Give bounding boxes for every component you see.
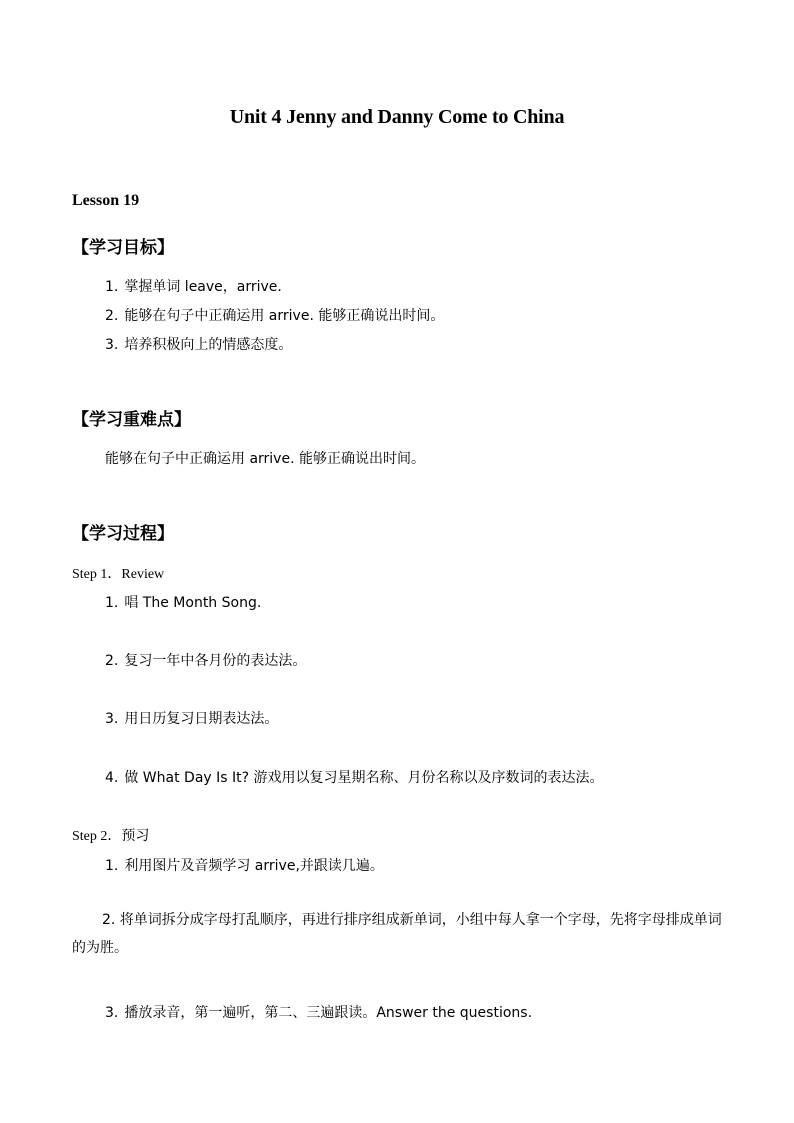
step2-item <box>105 1002 532 1022</box>
step1-item-number: 3. <box>105 711 119 727</box>
step1-item-text: 做 What Day Is It? 游戏用以复习星期名称、月份名称以及序数词的表达法。 <box>124 770 604 786</box>
step1-item-number: 4. <box>105 770 119 786</box>
objective-number: 2. <box>105 308 119 324</box>
objective-item <box>105 276 282 296</box>
document-title: Unit 4 Jenny and Danny Come to China <box>229 106 565 128</box>
step2-label: Step 2．预习 <box>72 829 150 844</box>
step2-item <box>105 855 384 875</box>
step1-item <box>105 650 306 670</box>
objective-item <box>105 305 444 325</box>
step2-item-text: 播放录音，第一遍听，第二、三遍跟读。Answer the questions. <box>124 1005 533 1021</box>
step1-item-number: 1. <box>105 595 119 611</box>
step1-item-text: 复习一年中各月份的表达法。 <box>124 653 307 669</box>
objective-item <box>105 334 292 354</box>
objective-text: 掌握单词 leave，arrive. <box>124 279 282 295</box>
step1-item <box>105 592 261 612</box>
step2-paragraph: 2. 将单词拆分成字母打乱顺序，再进行排序组成新单词，小组中每人拿一个字母，先将字母排成单词的为胜。 <box>72 912 722 956</box>
step1-item-text: 唱 The Month Song. <box>124 595 262 611</box>
step1-label: Step 1．Review <box>72 567 165 582</box>
objectives-heading: 【学习目标】 <box>72 238 174 258</box>
step1-item <box>105 767 604 787</box>
step1-item <box>105 708 278 728</box>
objective-number: 1. <box>105 279 119 295</box>
step2-item-text: 利用图片及音频学习 arrive,并跟读几遍。 <box>124 858 384 874</box>
objective-text: 培养积极向上的情感态度。 <box>124 337 293 353</box>
objective-number: 3. <box>105 337 119 353</box>
objective-text: 能够在句子中正确运用 arrive. 能够正确说出时间。 <box>124 308 445 324</box>
step1-item-number: 2. <box>105 653 119 669</box>
step2-item-number: 1. <box>105 858 119 874</box>
process-heading: 【学习过程】 <box>72 524 174 544</box>
step2-item-number: 3. <box>105 1005 119 1021</box>
key-points-heading: 【学习重难点】 <box>72 410 191 430</box>
key-points-text: 能够在句子中正确运用 arrive. 能够正确说出时间。 <box>105 451 425 467</box>
step1-item-text: 用日历复习日期表达法。 <box>124 711 279 727</box>
lesson-label: Lesson 19 <box>72 192 140 209</box>
